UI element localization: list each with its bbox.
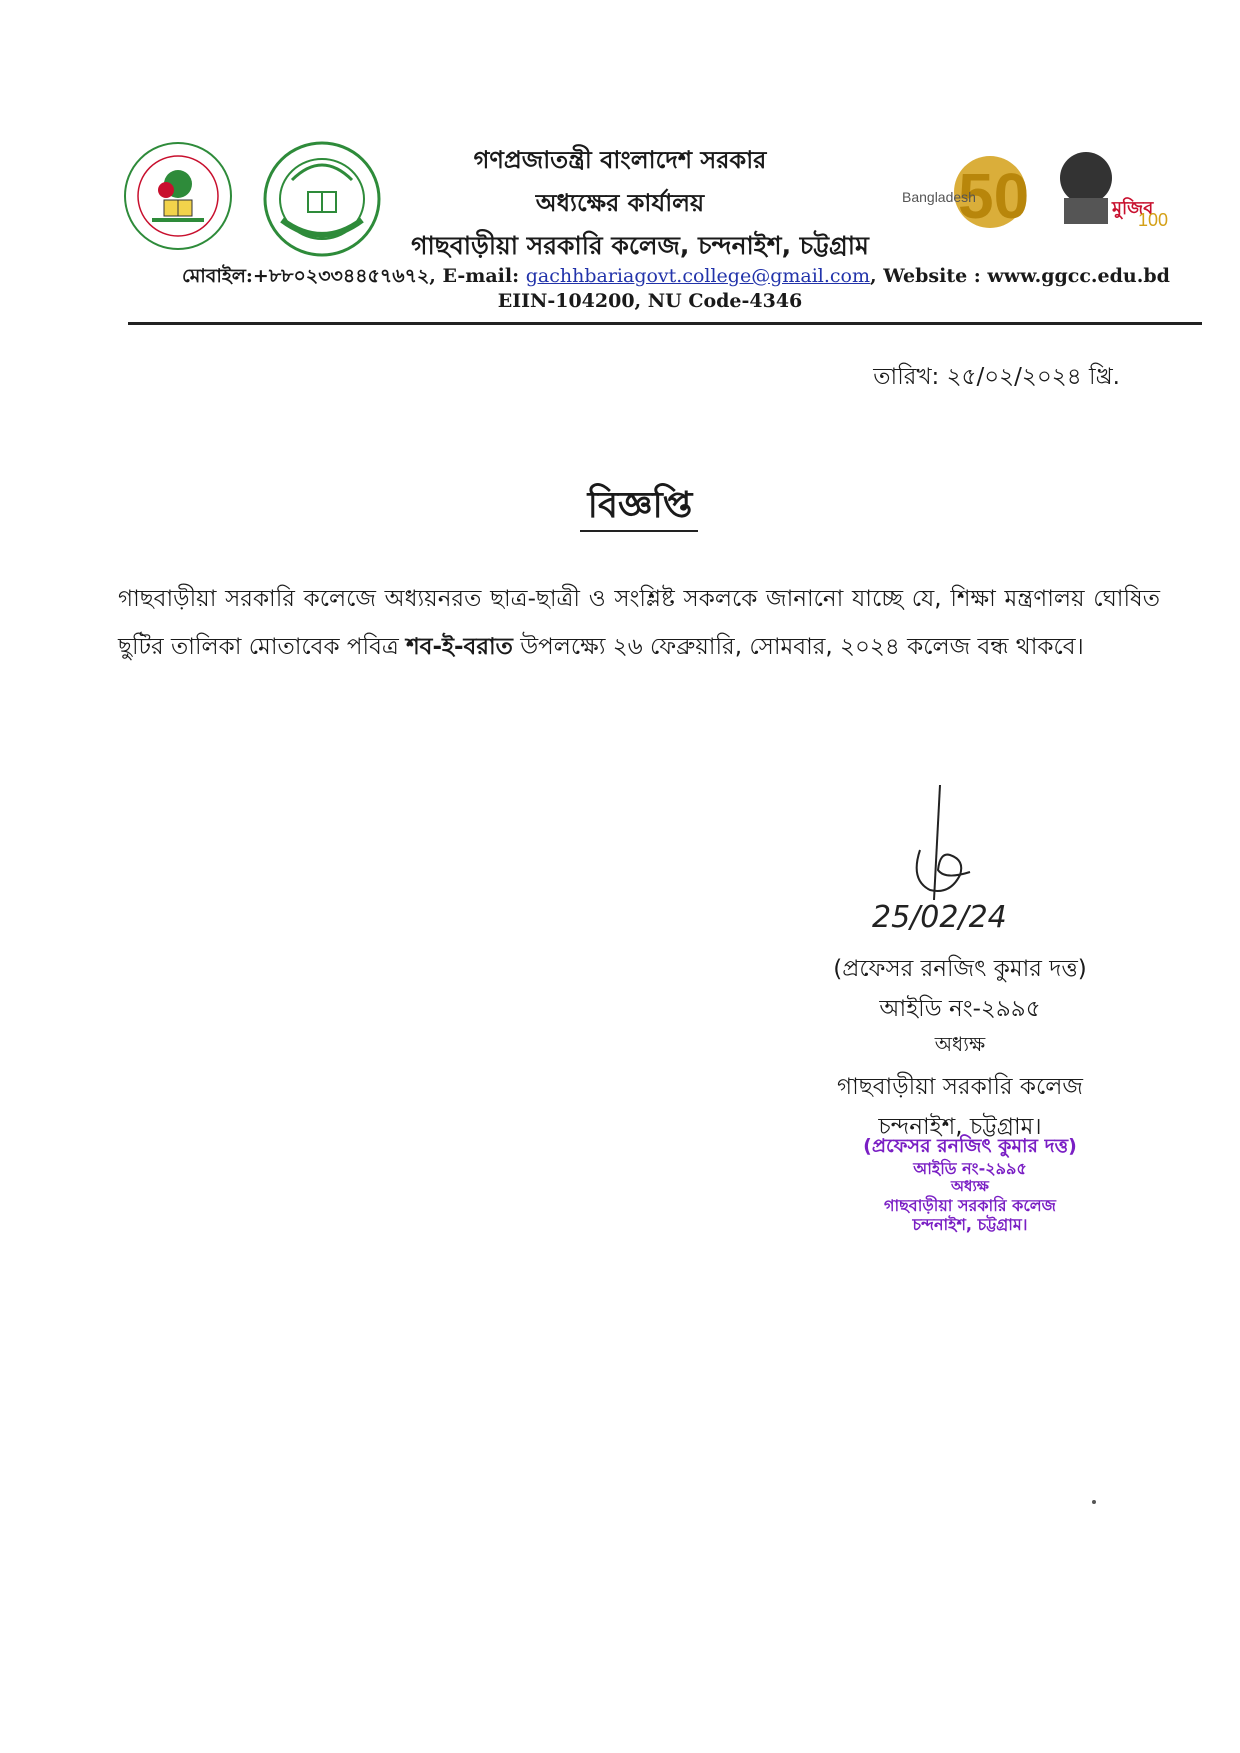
seal-college: গাছবাড়ীয়া সরকারি কলেজ <box>883 1196 1056 1215</box>
logo-number-100: 100 <box>1138 210 1169 230</box>
office-title: অধ্যক্ষের কার্যালয় <box>535 189 705 217</box>
contact-phone: মোবাইল:+৮৮০২৩৩৪৪৫৭৬৭২, E-mail: <box>182 265 526 287</box>
college-seal-logo <box>262 140 382 258</box>
paper-speck <box>1092 1500 1096 1504</box>
logo-country-text: Bangladesh <box>902 189 976 205</box>
bangladesh-50-logo <box>900 140 1030 236</box>
signature-date: 25/02/24 <box>872 900 1007 935</box>
seal-name: (প্রফেসর রনজিৎ কুমার দত্ত) <box>863 1135 1077 1157</box>
eiin-code: EIIN-104200, NU Code-4346 <box>497 290 803 312</box>
body-text-part1: গাছবাড়ীয়া সরকারি কলেজে অধ্যয়নরত ছাত্র-ছাত্রী ও সংশ্লিষ্ট সকলকে জানানো যাচ্ছে যে, শিক্ষা মন্ত্রণালয় ঘোষিত ছুটির তালিকা মোতাবেক পবিত্র <box>118 586 1160 660</box>
signatory-college: গাছবাড়ীয়া সরকারি কলেজ <box>837 1074 1083 1100</box>
signatory-designation: অধ্যক্ষ <box>934 1032 986 1056</box>
seal-location: চন্দনাইশ, চট্টগ্রাম। <box>912 1215 1028 1234</box>
college-emblem-logo <box>122 140 234 252</box>
signatory-location: চন্দনাইশ, চট্টগ্রাম। <box>878 1114 1042 1140</box>
title-underline <box>580 530 698 532</box>
signatory-name: (প্রফেসর রনজিৎ কুমার দত্ত) <box>833 956 1087 982</box>
logo-number-50: 50 <box>958 160 1030 232</box>
college-name: গাছবাড়ীয়া সরকারি কলেজ, চন্দনাইশ, চট্টগ্রাম <box>411 231 869 260</box>
seal-id: আইডি নং-২৯৯৫ <box>913 1159 1027 1178</box>
notice-title: বিজ্ঞপ্তি <box>587 485 693 526</box>
email-link[interactable]: gachhbariagovt.college@gmail.com <box>525 265 871 287</box>
notice-date: তারিখ: ২৫/০২/২০২৪ খ্রি. <box>873 364 1120 390</box>
website-text: , Website : www.ggcc.edu.bd <box>870 265 1170 287</box>
body-text-part2: উপলক্ষ্যে ২৬ ফেব্রুয়ারি, সোমবার, ২০২৪ কলেজ বন্ধ থাকবে। <box>512 634 1084 660</box>
header-divider <box>128 322 1202 325</box>
body-bold-occasion: শব-ই-বরাত <box>406 634 513 660</box>
notice-body <box>118 575 1160 671</box>
mujib-100-logo <box>1046 142 1176 238</box>
government-title: গণপ্রজাতন্ত্রী বাংলাদেশ সরকার <box>473 146 767 174</box>
seal-designation: অধ্যক্ষ <box>951 1177 989 1195</box>
signatory-id: আইডি নং-২৯৯৫ <box>879 996 1041 1022</box>
logo-mujib-text: মুজিব <box>1112 198 1154 219</box>
